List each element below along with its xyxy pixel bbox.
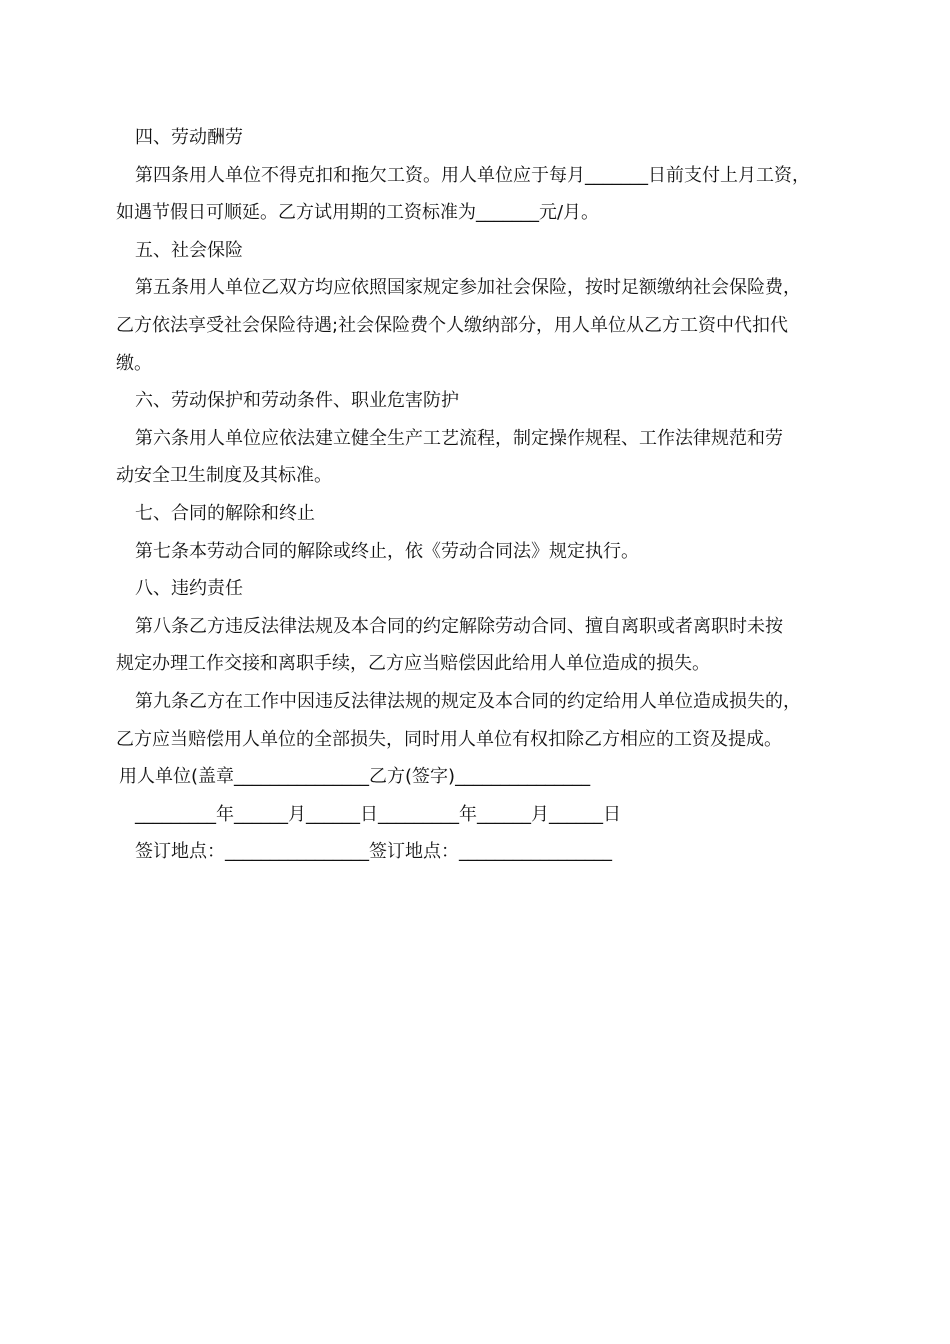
- section-heading-labor-protection: 六、劳动保护和劳动条件、职业危害防护: [135, 390, 459, 412]
- article-5-line-3: 缴。: [116, 352, 152, 374]
- article-4-line-1: 第四条用人单位不得克扣和拖欠工资。用人单位应于每月_______日前支付上月工资，: [135, 164, 810, 186]
- contract-body: [116, 119, 846, 871]
- article-7-line-1: 第七条本劳动合同的解除或终止，依《劳动合同法》规定执行。: [135, 540, 639, 562]
- article-6-line-2: 动安全卫生制度及其标准。: [116, 465, 332, 487]
- section-heading-wages: 四、劳动酬劳: [135, 127, 243, 148]
- article-5-line-2: 乙方依法享受社会保险待遇;社会保险费个人缴纳部分，用人单位从乙方工资中代扣代: [116, 314, 789, 336]
- article-8-line-1: 第八条乙方违反法律法规及本合同的约定解除劳动合同、擅自离职或者离职时未按: [135, 615, 783, 637]
- article-6-line-1: 第六条用人单位应依法建立健全生产工艺流程，制定操作规程、工作法律规范和劳: [135, 427, 783, 449]
- signature-dates-line: _________年______月______日_________年______月______日: [135, 803, 621, 825]
- section-heading-social-insurance: 五、社会保险: [135, 239, 243, 261]
- article-9-line-2: 乙方应当赔偿用人单位的全部损失，同时用人单位有权扣除乙方相应的工资及提成。: [116, 728, 782, 750]
- article-4-line-2: 如遇节假日可顺延。乙方试用期的工资标准为_______元/月。: [116, 202, 600, 224]
- signature-parties-line: 用人单位(盖章_______________乙方(签字)_______________: [119, 766, 591, 788]
- section-heading-liability: 八、违约责任: [135, 578, 243, 600]
- signature-places-line: 签订地点：________________签订地点：_________________: [135, 841, 612, 863]
- section-heading-termination: 七、合同的解除和终止: [135, 502, 315, 524]
- article-9-line-1: 第九条乙方在工作中因违反法律法规的规定及本合同的约定给用人单位造成损失的，: [135, 690, 801, 712]
- article-5-line-1: 第五条用人单位乙双方均应依照国家规定参加社会保险，按时足额缴纳社会保险费，: [135, 277, 801, 299]
- article-8-line-2: 规定办理工作交接和离职手续，乙方应当赔偿因此给用人单位造成的损失。: [116, 653, 710, 675]
